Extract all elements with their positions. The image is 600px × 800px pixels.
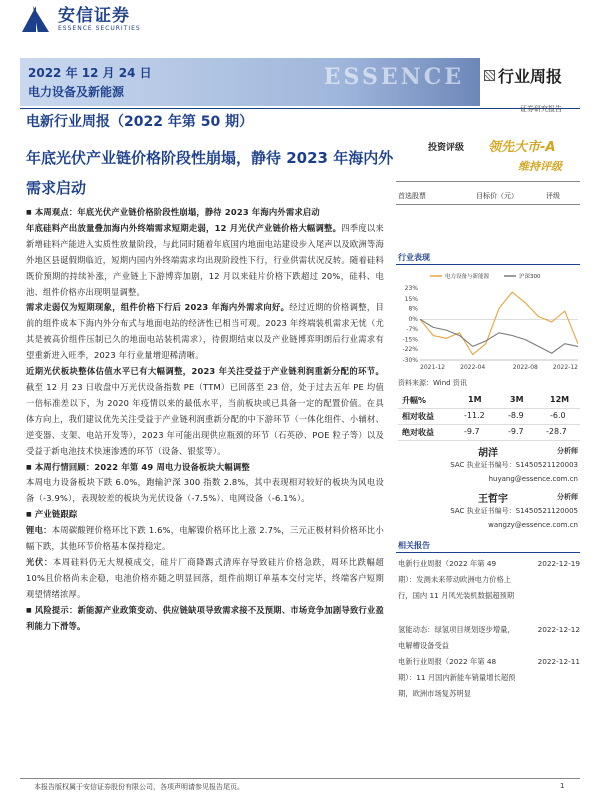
header-banner (20, 58, 480, 106)
paragraph-2-text: 经过近期的价格调整，目前的组件成本下海内外分布式与地面电站的经济性已相当可观。2023 年终端装机需求无忧（尤其是被高价组件压制已久的地面电站装机需求），待假期结束以及产业链博弈明朗后行业需求有望重新进入旺季，2023 年行业量增迎稀清晰。 (26, 302, 384, 361)
perf-row-absolute (398, 425, 580, 441)
paragraph-6-lead: 光伏： (26, 556, 53, 567)
rating-label: 投资评级 (428, 143, 465, 153)
y-tick-label: -7% (406, 325, 418, 333)
paragraph-3 (26, 364, 384, 459)
market-perf-title: 行业表现 (398, 253, 430, 262)
analyst-role: 分析师 (557, 447, 578, 455)
paragraph-4: 本周电力设备板块下跌 6.0%，跑输沪深 300 指数 2.8%，其中表现相对较好的板块为风电设备（-3.9%），表现较差的板块为光伏设备（-7.5%）、电网设备（-6.1%）。 (26, 477, 384, 504)
performance-table (398, 393, 580, 441)
analyst-card (396, 490, 580, 534)
essence-logo-icon (22, 4, 52, 34)
logo-english-name: ESSENCE SECURITIES (58, 24, 141, 32)
related-report-title: 电新行业周报（2022 年第 48 期）：11 月国内新能车销量增长超预期，欧洲市场复苏明显 (398, 657, 516, 699)
series-line (420, 319, 578, 353)
perf-cell-12m: -28.7 (546, 427, 567, 436)
analyst-name: 胡洋 (478, 448, 498, 459)
series-line (420, 292, 578, 355)
paragraph-2-lead: 需求走弱仅为短期现象，组件价格下行后 2023 年海内外需求向好。 (26, 302, 290, 313)
related-report-date: 2022-12-12 (537, 625, 580, 634)
related-reports-divider (396, 552, 580, 553)
related-report-date: 2022-12-19 (537, 559, 580, 568)
perf-header-label: 升幅% (402, 396, 427, 405)
picks-target-header: 目标价（元） (476, 192, 518, 200)
paragraph-3-text: 截至 12 月 23 日收盘中万光伏设备指数 PE（TTM）已回落至 23 倍，处于过去五年 PE 均值一倍标准差以下，为 2020 年疫情以来的最低水平，当前板块或已具备一定的配置价值。在具体方向上，我们建议优先关注受益于产业链利润重新分配的中下游环节（一体化组件、小辅材、逆变器、支架、电站开发等），2023 年可能出现供应瓶颈的环节（石英砂、POE 粒子等）以及受益于新电池技术快速渗透的环节（设备、银浆等）。 (26, 381, 384, 456)
related-report-date: 2022-12-11 (537, 657, 580, 666)
perf-header-1m: 1M (468, 395, 482, 404)
related-report-title: 电新行业周报（2022 年第 49 期）：发测未来带动欧洲电力价格上行，国内 11 月风光装机数据超预期 (398, 559, 515, 601)
related-report-item[interactable] (398, 556, 580, 605)
paragraph-6-text: 本周硅料仍无大规模成交，硅片厂商降踢式清库存导致硅片价格急跌，周环比跌幅超 10%且价格尚未企稳，电池价格亦随之明显回落，组件前期订单基本交付完毕，终端客户短期观望情绪浓厚。 (26, 556, 384, 599)
perf-row-label: 相对收益 (402, 412, 434, 421)
perf-table-header (398, 393, 580, 409)
related-reports-title: 相关报告 (398, 541, 430, 550)
footer-disclaimer: 本报告版权属于安信证券股份有限公司，各项声明请参见报告尾页。 (34, 783, 244, 791)
y-tick-label: -22% (402, 346, 418, 354)
related-report-item[interactable] (398, 654, 580, 703)
company-logo (22, 4, 141, 34)
rating-divider (396, 181, 580, 182)
report-kind (484, 64, 562, 87)
y-tick-label: 0% (408, 316, 418, 324)
perf-row-relative (398, 409, 580, 425)
related-report-item[interactable] (398, 622, 580, 654)
analyst-sac: SAC 执业证书编号：S1450521120003 (450, 461, 578, 469)
perf-cell-12m: -6.0 (550, 411, 566, 420)
legend-label: 沪深300 (519, 274, 541, 280)
rating-maintain: 维持评级 (518, 160, 562, 173)
report-date: 2022 年 12 月 24 日 (28, 66, 152, 80)
report-title: 电新行业周报（2022 年第 50 期） (26, 114, 254, 130)
paragraph-1 (26, 221, 384, 301)
perf-header-12m: 12M (550, 395, 570, 404)
report-type: 证券研究报告 (520, 105, 562, 113)
y-tick-label: 23% (404, 285, 418, 292)
y-tick-label: -30% (402, 357, 418, 364)
x-tick-label: 2022-08 (512, 364, 538, 371)
analyst-sac: SAC 执业证书编号：S1450521120005 (450, 507, 578, 515)
page-number: 1 (560, 782, 565, 790)
header-divider (20, 108, 580, 109)
paragraph-5 (26, 523, 384, 555)
performance-chart-svg (396, 268, 582, 378)
x-tick-label: 2021-12 (420, 364, 446, 371)
paragraph-5-lead: 锂电： (26, 525, 52, 536)
paragraph-2 (26, 300, 384, 364)
y-tick-label: 8% (408, 305, 418, 313)
section-risk: ■ 风险提示：新能源产业政策变动、供应链缺项导致需求接不及预期、市场竞争加剧导致行业盈利能力下滑等。 (26, 603, 384, 635)
paragraph-3-lead: 近期光伏板块整体估值水平已有大幅调整，2023 年关注受益于产业链利润重新分配的环节。 (26, 366, 384, 377)
x-tick-label: 2022-04 (460, 364, 486, 371)
rating-value: 领先大市-A (488, 140, 556, 155)
paragraph-1-lead: 年底硅料产出放量叠加海内外终端需求短期走弱，12 月光伏产业链价格大幅调整。 (26, 222, 342, 233)
picks-rating-header: 评级 (546, 192, 560, 200)
perf-cell-1m: -11.2 (464, 411, 485, 420)
footer-divider (20, 778, 580, 779)
report-kind-label: 行业周报 (498, 67, 563, 86)
analyst-card (396, 444, 580, 488)
report-headline: 年底光伏产业链价格阶段性崩塌，静待 2023 年海内外需求启动 (26, 149, 394, 197)
section-market-review: ■ 本周行情回顾：2022 年第 49 周电力设备板块大幅调整 (26, 460, 384, 476)
y-tick-label: -15% (402, 336, 418, 344)
banner-watermark: ESSENCE (323, 64, 464, 90)
report-body (26, 205, 384, 634)
analyst-email[interactable]: wangzy@essence.com.cn (488, 521, 578, 529)
analyst-email[interactable]: huyang@essence.com.cn (488, 475, 578, 483)
analyst-name: 王哲宇 (478, 494, 508, 505)
paragraph-6 (26, 555, 384, 603)
perf-cell-1m: -9.7 (464, 427, 480, 436)
paragraph-1-text: 四季度以来新增硅料产能进入实质性放量阶段，与此同时随着年底国内地面电站建设步入尾声以及欧洲等海外地区县诞假期临近，短期内国内外终端需求均出现阶段性下行，行业供需状况反转。随着硅料既价预期的持续补涨，产业链上下游博弈加剧，12 月以来硅片价格下跌超过 20%，硅料、电池、组件价格亦出现明显调整。 (26, 222, 384, 297)
related-report-title: 氢能动态：绿氢项目规划逐步增量，电解槽设备受益 (398, 625, 515, 651)
x-tick-label: 2022-12 (552, 364, 578, 371)
perf-cell-3m: -8.9 (508, 411, 524, 420)
legend-label: 电力设备与新能源 (445, 274, 490, 280)
paragraph-5-text: 本周碳酸锂价格环比下跌 1.6%，电解镍价格环比上涨 2.7%，三元正极材料价格环比小幅下跌，其他环节价格基本保持稳定。 (26, 525, 384, 552)
section-industry-chain: ■ 产业链跟踪 (26, 507, 384, 523)
perf-row-label: 绝对收益 (402, 428, 434, 437)
market-perf-divider (396, 264, 580, 265)
picks-stock-header: 首选股票 (398, 192, 426, 200)
y-tick-label: 15% (404, 295, 418, 303)
report-sector: 电力设备及新能源 (28, 85, 125, 99)
perf-cell-3m: -9.7 (508, 427, 524, 436)
section-viewpoint: ■ 本周观点：年底光伏产业链价格阶段性崩塌，静待 2023 年海内外需求启动 (26, 205, 384, 221)
industry-performance-chart (396, 268, 582, 378)
report-kind-icon (484, 70, 495, 81)
chart-source: 资料来源：Wind 资讯 (398, 379, 467, 387)
analyst-role: 分析师 (557, 493, 578, 501)
logo-chinese-name: 安信证券 (58, 5, 130, 26)
perf-header-3m: 3M (510, 395, 524, 404)
picks-divider (396, 204, 580, 205)
